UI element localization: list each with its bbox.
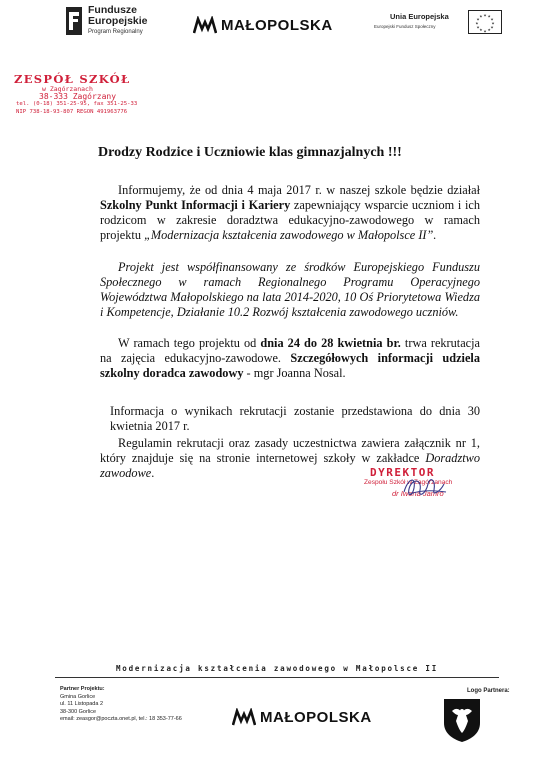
- unia-europejska-logo: [372, 10, 502, 38]
- p5-text-a: Regulamin rekrutacji oraz zasady uczestnictwa zawiera załącznik nr 1, który znajduje się na stronie internetowej szkoły w zakładce: [100, 436, 480, 465]
- p1-point-name: Szkolny Punkt Informacji i Kariery: [100, 198, 291, 212]
- eu-flag-icon: [468, 10, 502, 34]
- partner-line: 38-300 Gorlice: [60, 708, 97, 715]
- svg-text:★: ★: [490, 25, 494, 30]
- eu-logo-line1: Unia Europejska: [390, 12, 449, 21]
- p1-text-c: zapewniający wsparcie uczniom i ich rodzicom w zakresie doradztwa edukacyjno-zawodowego w ramach projektu: [100, 198, 480, 242]
- paragraph-recruitment: [100, 336, 480, 381]
- paragraph-results: [110, 404, 480, 434]
- malopolska-mark-icon: [193, 16, 217, 34]
- svg-text:★: ★: [491, 21, 495, 26]
- p3-text-a: W ramach tego projektu od: [118, 336, 261, 350]
- director-title: DYREKTOR: [370, 466, 435, 479]
- footer-divider: [55, 677, 499, 678]
- p3-dates: dnia 24 do 28 kwietnia br.: [260, 336, 401, 350]
- svg-text:★: ★: [487, 28, 491, 33]
- footer-project-name: Modernizacja kształcenia zawodowego w Małopolsce II: [115, 664, 439, 673]
- svg-text:★: ★: [475, 21, 479, 26]
- fe-logo-line1: Fundusze: [88, 4, 137, 16]
- letter-heading: Drodzy Rodzice i Uczniowie klas gimnazjalnych !!!: [98, 145, 402, 160]
- svg-text:★: ★: [479, 14, 483, 19]
- svg-text:★: ★: [487, 14, 491, 19]
- director-school: Zespołu Szkół w Zagórzanach: [364, 479, 453, 486]
- handwritten-signature-icon: [396, 472, 456, 502]
- fundusze-europejskie-mark-icon: [66, 7, 82, 35]
- malopolska-logo: [193, 14, 333, 36]
- p2-text: Projekt jest współfinansowany ze środków Europejskiego Funduszu Społecznego w ramach Regionalnego Programu Operacyjnego Województwa Małopolskiego na lata 2014-2020, 10 Oś Priorytetowa Wiedza i Kompetencje, Działanie 10.2 Rozwój kształcenia zawodowego uczniów.: [100, 260, 480, 319]
- partner-info: [60, 686, 182, 724]
- svg-text:★: ★: [490, 17, 494, 22]
- partner-line: Gmina Gorlice: [60, 693, 96, 700]
- p3-text-e: - mgr Joanna Nosal.: [243, 366, 346, 380]
- p3-advisor-info: Szczegółowych informacji udziela szkolny doradca zawodowy: [100, 351, 480, 380]
- svg-text:★: ★: [476, 25, 480, 30]
- stamp-location: w Zagórzanach: [42, 85, 93, 93]
- fundusze-europejskie-logo: [66, 5, 166, 39]
- svg-text:★: ★: [479, 28, 483, 33]
- svg-text:★: ★: [483, 29, 487, 34]
- p5-text-c: .: [151, 466, 155, 480]
- malopolska-text: MAŁOPOLSKA: [221, 16, 333, 34]
- gorlice-coat-of-arms-icon: [442, 697, 482, 743]
- malopolska-mark-icon: [232, 708, 256, 726]
- svg-text:★: ★: [483, 13, 487, 18]
- footer-malopolska-logo: [232, 706, 372, 728]
- svg-text:★: ★: [476, 17, 480, 22]
- stamp-phone: tel. (0-18) 351-25-95, fax 351-25-33: [16, 101, 138, 107]
- stamp-nip: NIP 738-18-93-807 REGON 491963776: [16, 109, 128, 115]
- partner-line: ul. 11 Listopada 2: [60, 701, 104, 707]
- p1-text-a: Informujemy, że od dnia 4 maja 2017 r. w naszej szkole będzie działał: [118, 183, 480, 197]
- fe-logo-line2: Europejskie: [88, 15, 148, 27]
- p5-tab-name: Doradztwo zawodowe: [100, 451, 480, 480]
- stamp-title: ZESPÓŁ SZKÓŁ: [14, 72, 131, 86]
- paragraph-funding: [100, 260, 480, 320]
- stamp-postcode: 38-333 Zagórzany: [39, 92, 117, 101]
- p1-project-name: „Modernizacja kształcenia zawodowego w Małopolsce II”.: [144, 228, 437, 242]
- paragraph-announcement: [100, 183, 480, 243]
- p4-text: Informacja o wynikach rekrutacji zostanie przedstawiona do dnia 30 kwietnia 2017 r.: [110, 404, 480, 433]
- partner-title: Partner Projektu:: [60, 686, 105, 692]
- logo-partners-label: Logo Partnera:: [467, 688, 510, 694]
- eu-logo-line2: Europejski Fundusz Społeczny: [374, 24, 436, 29]
- footer-malopolska-text: MAŁOPOLSKA: [260, 708, 372, 726]
- p3-text-c: trwa rekrutacja na zajęcia edukacyjno-zawodowe.: [100, 336, 480, 365]
- partner-line: email: zeasgor@poczta.onet.pl, tel.: 18 353-77-66: [60, 716, 182, 722]
- fe-logo-line3: Program Regionalny: [88, 29, 143, 35]
- director-name: dr Iwona Jamro: [392, 489, 444, 498]
